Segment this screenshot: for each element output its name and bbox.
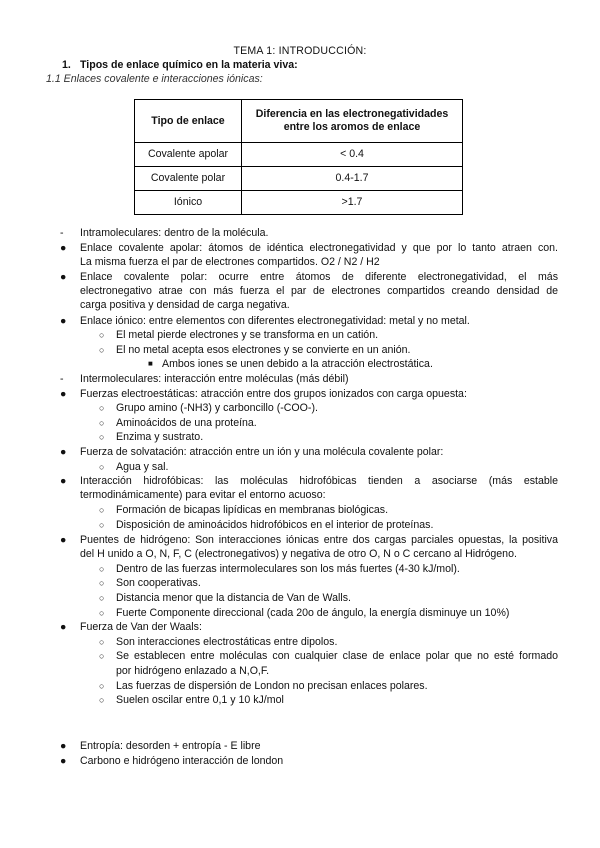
list-item-line: del H unido a O, N, F, C (electronegativos) y negativa de otro O, N o C cercano al Hidrógeno. — [80, 547, 517, 560]
circle-marker: ○ — [99, 417, 105, 428]
list-item — [60, 739, 558, 753]
list-item — [60, 533, 558, 561]
list-item-line: Se establecen entre moléculas con cualquier clase de enlace polar que no esté formado — [116, 650, 558, 663]
table-cell: >1.7 — [242, 191, 463, 215]
list-item-line: El metal pierde electrones y se transforma en un catión. — [116, 329, 379, 342]
list-item-line: Enlace covalente apolar: átomos de idéntica electronegatividad y que por lo tanto atraen con. — [80, 241, 558, 254]
table-row — [135, 143, 463, 167]
list-item-line: Fuerza de solvatación: atracción entre un ión y una molécula covalente polar: — [80, 446, 444, 458]
section-title: Tipos de enlace químico en la materia viva: — [80, 59, 298, 71]
list-item-line: Fuerte Componente direccional (cada 20o de ángulo, la energía disminuye un 10%) — [116, 606, 510, 619]
list-item — [99, 679, 558, 693]
list-item — [60, 445, 558, 459]
list-item — [99, 401, 558, 415]
list-item — [60, 387, 558, 401]
table-header-row — [135, 100, 463, 143]
list-item-line: Enlace covalente polar: ocurre entre átomos de diferente electronegatividad, el más — [80, 270, 558, 283]
list-item-line: Dentro de las fuerzas intermoleculares son los más fuertes (4-30 kJ/mol). — [116, 562, 460, 575]
list-item-line: Fuerza de Van der Waals: — [80, 621, 202, 634]
list-item-line: carga positiva y densidad de carga negativa. — [80, 299, 290, 312]
list-item — [99, 693, 558, 707]
list-item-line: Agua y sal. — [116, 460, 169, 473]
circle-marker: ○ — [99, 563, 105, 574]
list-item — [99, 635, 558, 649]
circle-marker: ○ — [99, 505, 105, 516]
list-item — [60, 474, 558, 502]
list-item — [60, 226, 558, 240]
list-item — [99, 576, 558, 590]
list-item-line: Distancia menor que la distancia de Van de Walls. — [116, 592, 351, 604]
list-item-line: Las fuerzas de dispersión de London no precisan enlaces polares. — [116, 679, 428, 692]
circle-marker: ○ — [99, 651, 105, 662]
list-item — [99, 460, 558, 474]
list-item — [60, 754, 558, 768]
list-item — [99, 518, 558, 532]
table-cell: < 0.4 — [242, 143, 463, 167]
table-cell: Covalente polar — [135, 167, 242, 191]
circle-marker: ○ — [99, 680, 105, 691]
list-item-line: Disposición de aminoácidos hidrofóbicos en el interior de proteínas. — [116, 519, 434, 531]
circle-marker: ○ — [99, 461, 105, 472]
list-item-line: Interacción hidrofóbicas: las moléculas hidrofóbicas tienden a asociarse (más estable — [80, 475, 558, 488]
subsection-heading: 1.1 Enlaces covalente e interacciones iónicas: — [46, 73, 263, 85]
list-item-line: Entropía: desorden + entropía - E libre — [80, 740, 261, 752]
list-item-line: Grupo amino (-NH3) y carboncillo (-COO-). — [116, 402, 318, 415]
list-item — [148, 357, 600, 371]
circle-marker: ○ — [99, 520, 105, 530]
dash-marker: - — [60, 227, 64, 239]
list-item-line: electronegativo atrae con más fuerza el par de electrones compartidos creando densidad de — [80, 285, 558, 297]
list-item-line: Puentes de hidrógeno: Son interacciones iónicas entre dos cargas parciales opuestas, la positiva — [80, 533, 558, 546]
list-item — [99, 649, 558, 677]
bullet-marker: ● — [60, 270, 67, 283]
list-item — [99, 430, 558, 444]
bullet-marker: ● — [60, 475, 67, 488]
list-item-line: Enlace iónico: entre elementos con diferentes electronegatividad: metal y no metal. — [80, 314, 470, 327]
bullet-marker: ● — [60, 740, 67, 752]
list-item-line: Fuerzas electroestáticas: atracción entre dos grupos ionizados con carga opuesta: — [80, 387, 467, 400]
circle-marker: ○ — [99, 403, 105, 414]
list-item — [99, 562, 558, 576]
circle-marker: ○ — [99, 432, 105, 443]
square-marker: ■ — [148, 359, 153, 369]
list-item-line: Intramoleculares: dentro de la molécula. — [80, 227, 269, 239]
list-item — [60, 314, 558, 328]
circle-marker: ○ — [99, 593, 105, 603]
bullet-marker: ● — [60, 446, 67, 458]
list-item-line: Aminoácidos de una proteína. — [116, 416, 257, 429]
circle-marker: ○ — [99, 636, 105, 647]
list-item-line: El no metal acepta esos electrones y se convierte en un anión. — [116, 343, 411, 356]
circle-marker: ○ — [99, 344, 105, 355]
bullet-marker: ● — [60, 533, 67, 546]
list-item-line: Son cooperativas. — [116, 577, 201, 590]
list-item-line: La misma fuerza el par de electrones compartidos. O2 / N2 / H2 — [80, 255, 380, 268]
circle-marker: ○ — [99, 330, 105, 341]
bullet-marker: ● — [60, 241, 67, 254]
list-item — [99, 328, 558, 342]
list-item — [60, 270, 558, 313]
list-item-line: Enzima y sustrato. — [116, 431, 204, 444]
section-number: 1. — [62, 59, 71, 71]
table-header-cell: Tipo de enlace — [135, 100, 242, 143]
bullet-marker: ● — [60, 314, 67, 327]
list-item-line: Ambos iones se unen debido a la atracción electrostática. — [162, 358, 433, 371]
list-item-line: Son interacciones electrostáticas entre dipolos. — [116, 635, 338, 648]
list-item-line: Formación de bicapas lipídicas en membranas biológicas. — [116, 504, 389, 517]
list-item-line: termodinámicamente) para evitar el entorno acuoso: — [80, 489, 326, 502]
circle-marker: ○ — [99, 695, 105, 706]
bullet-marker: ● — [60, 754, 67, 767]
list-item-line: Suelen oscilar entre 0,1 y 10 kJ/mol — [116, 694, 284, 707]
bullet-marker: ● — [60, 621, 67, 634]
list-item — [60, 241, 558, 269]
page-title: TEMA 1: INTRODUCCIÓN: — [233, 45, 367, 57]
circle-marker: ○ — [99, 578, 105, 589]
list-item — [60, 620, 558, 634]
table-cell: 0.4-1.7 — [242, 167, 463, 191]
circle-marker: ○ — [99, 607, 105, 618]
list-item-line: Intermoleculares: interacción entre moléculas (más débil) — [80, 373, 349, 385]
list-item — [99, 591, 558, 605]
dash-marker: - — [60, 373, 64, 385]
list-item — [99, 416, 558, 430]
electronegativity-table — [134, 99, 463, 215]
table-row — [135, 191, 463, 215]
list-item — [99, 503, 558, 517]
list-item — [99, 343, 558, 357]
table-header-cell: Diferencia en las electronegatividades entre los aromos de enlace — [242, 100, 463, 143]
list-item-line: Carbono e hidrógeno interacción de london — [80, 754, 284, 767]
bullet-marker: ● — [60, 387, 67, 400]
section-heading — [62, 58, 298, 72]
list-item — [99, 606, 558, 620]
list-item-line: por hidrógeno enlazado a N,O,F. — [116, 664, 270, 677]
list-item — [60, 372, 558, 386]
table-cell: Iónico — [135, 191, 242, 215]
table-cell: Covalente apolar — [135, 143, 242, 167]
table-row — [135, 167, 463, 191]
